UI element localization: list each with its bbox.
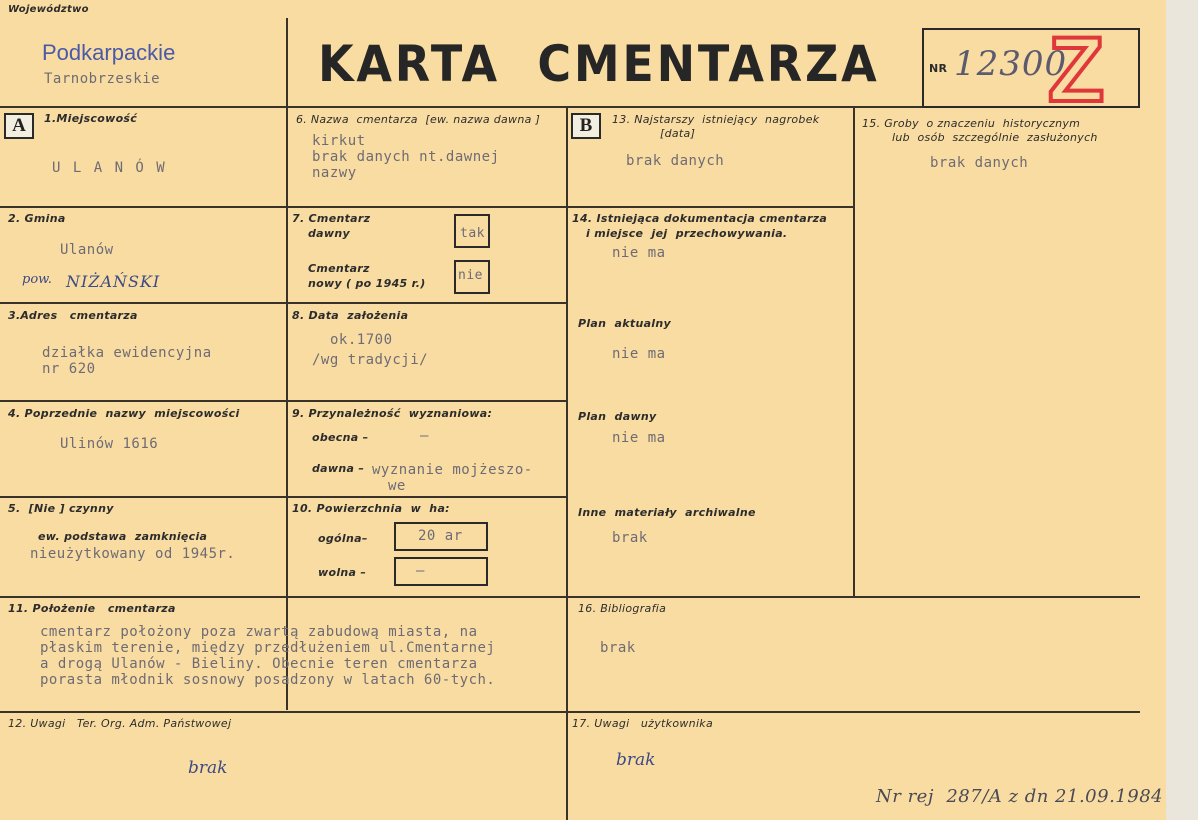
field-5-value: nieużytkowany od 1945r. <box>30 546 236 562</box>
field-4-value: Ulinów 1616 <box>60 436 159 452</box>
field-9-former-label: dawna – <box>312 462 365 475</box>
field-8-line-2: /wg tradycji/ <box>312 352 429 368</box>
other-materials-value: brak <box>612 530 648 546</box>
field-14-label-1: 14. Istniejąca dokumentacja cmentarza <box>572 212 828 225</box>
field-4-label: 4. Poprzednie nazwy miejscowości <box>8 407 240 420</box>
registry-number-value: 12300 <box>954 44 1068 84</box>
voivodeship-old: Tarnobrzeskie <box>44 71 161 87</box>
category-mark: Z <box>1048 19 1105 121</box>
field-9-current-value: – <box>420 428 429 444</box>
field-10-free-value: – <box>416 563 425 579</box>
field-13-value: brak danych <box>626 153 725 169</box>
field-2-label: 2. Gmina <box>8 212 66 225</box>
field-11-label: 11. Położenie cmentarza <box>8 602 176 615</box>
field-9-former-line-1: wyznanie mojżeszo- <box>372 462 533 478</box>
field-13-label-1: 13. Najstarszy istniejący nagrobek <box>612 113 820 126</box>
field-7-label-old-1: 7. Cmentarz <box>292 212 371 225</box>
field-15-label-1: 15. Groby o znaczeniu historycznym <box>862 117 1081 130</box>
section-b-marker: B <box>571 113 601 139</box>
field-14-value: nie ma <box>612 245 666 261</box>
rule-row-6 <box>0 596 1140 598</box>
field-9-label: 9. Przynależność wyznaniowa: <box>292 407 493 420</box>
field-10-total-value: 20 ar <box>418 528 463 544</box>
field-7-value-old: tak <box>460 226 485 241</box>
field-11-line-1: cmentarz położony poza zwartą zabudową miasta, na <box>40 624 478 640</box>
field-6-label: 6. Nazwa cmentarza [ew. nazwa dawna ] <box>296 113 541 126</box>
field-12-label: 12. Uwagi Ter. Org. Adm. Państwowej <box>8 717 232 730</box>
field-10-free-label: wolna – <box>318 566 367 579</box>
field-15-label-2: lub osób szczególnie zasłużonych <box>892 131 1098 144</box>
field-11-line-4: porasta młodnik sosnowy posadzony w latach 60-tych. <box>40 672 496 688</box>
field-6-line-1: kirkut <box>312 133 366 149</box>
field-9-current-label: obecna – <box>312 431 369 444</box>
field-9-former-line-2: we <box>388 478 406 494</box>
rule-col-1 <box>286 18 288 710</box>
rule-row-5 <box>0 496 566 498</box>
field-14-label-2: i miejsce jej przechowywania. <box>586 227 788 240</box>
page-title: KARTA CMENTARZA <box>318 35 880 93</box>
rule-row-2 <box>0 206 566 208</box>
plan-old-value: nie ma <box>612 430 666 446</box>
field-7-value-new: nie <box>458 268 483 283</box>
rule-row-7 <box>0 711 1140 713</box>
field-7-label-new-2: nowy ( po 1945 r.) <box>308 277 426 290</box>
registry-number-label: NR <box>929 62 948 75</box>
rule-row-3 <box>0 302 566 304</box>
field-12-value: brak <box>188 758 228 778</box>
voivodeship-label: Województwo <box>8 4 89 15</box>
voivodeship-stamp: Podkarpackie <box>42 40 176 65</box>
field-5-label: 5. [Nie ] czynny <box>8 502 114 515</box>
field-1-label: 1.Miejscowość <box>44 112 138 125</box>
field-8-line-1: ok.1700 <box>330 332 393 348</box>
field-15-value: brak danych <box>930 155 1029 171</box>
field-2-value: Ulanów <box>60 242 114 258</box>
field-3-line-1: działka ewidencyjna <box>42 345 212 361</box>
rule-b-13 <box>566 206 855 208</box>
plan-current-label: Plan aktualny <box>578 317 671 330</box>
rule-col-3 <box>853 106 855 598</box>
field-17-value: brak <box>616 750 656 770</box>
field-3-label: 3.Adres cmentarza <box>8 309 138 322</box>
field-6-line-2: brak danych nt.dawnej <box>312 149 500 165</box>
field-1-value: U L A N Ó W <box>52 160 167 176</box>
field-11-line-2: płaskim terenie, między przedłużeniem ul.Cmentarnej <box>40 640 496 656</box>
county-value: NIŻAŃSKI <box>66 272 161 291</box>
registration-note: Nr rej 287/A z dn 21.09.1984 <box>876 786 1164 807</box>
field-10-label: 10. Powierzchnia w ha: <box>292 502 450 515</box>
field-3-line-2: nr 620 <box>42 361 96 377</box>
plan-current-value: nie ma <box>612 346 666 362</box>
field-5-sub-label: ew. podstawa zamknięcia <box>38 530 208 543</box>
field-16-label: 16. Bibliografia <box>578 602 667 615</box>
field-17-label: 17. Uwagi użytkownika <box>572 717 714 730</box>
field-7-label-old-2: dawny <box>308 227 350 240</box>
area-free-box <box>394 557 488 586</box>
rule-row-4 <box>0 400 566 402</box>
field-13-label-2: [data] <box>660 127 696 140</box>
county-prefix: pow. <box>22 272 52 287</box>
field-8-label: 8. Data założenia <box>292 309 409 322</box>
field-16-value: brak <box>600 640 636 656</box>
plan-old-label: Plan dawny <box>578 410 657 423</box>
field-6-line-3: nazwy <box>312 165 357 181</box>
field-10-total-label: ogólna– <box>318 532 368 545</box>
field-11-line-3: a drogą Ulanów - Bieliny. Obecnie teren cmentarza <box>40 656 478 672</box>
section-a-marker: A <box>4 113 34 139</box>
field-7-label-new-1: Cmentarz <box>308 262 370 275</box>
other-materials-label: Inne materiały archiwalne <box>578 506 756 519</box>
scan-edge <box>1166 0 1198 820</box>
